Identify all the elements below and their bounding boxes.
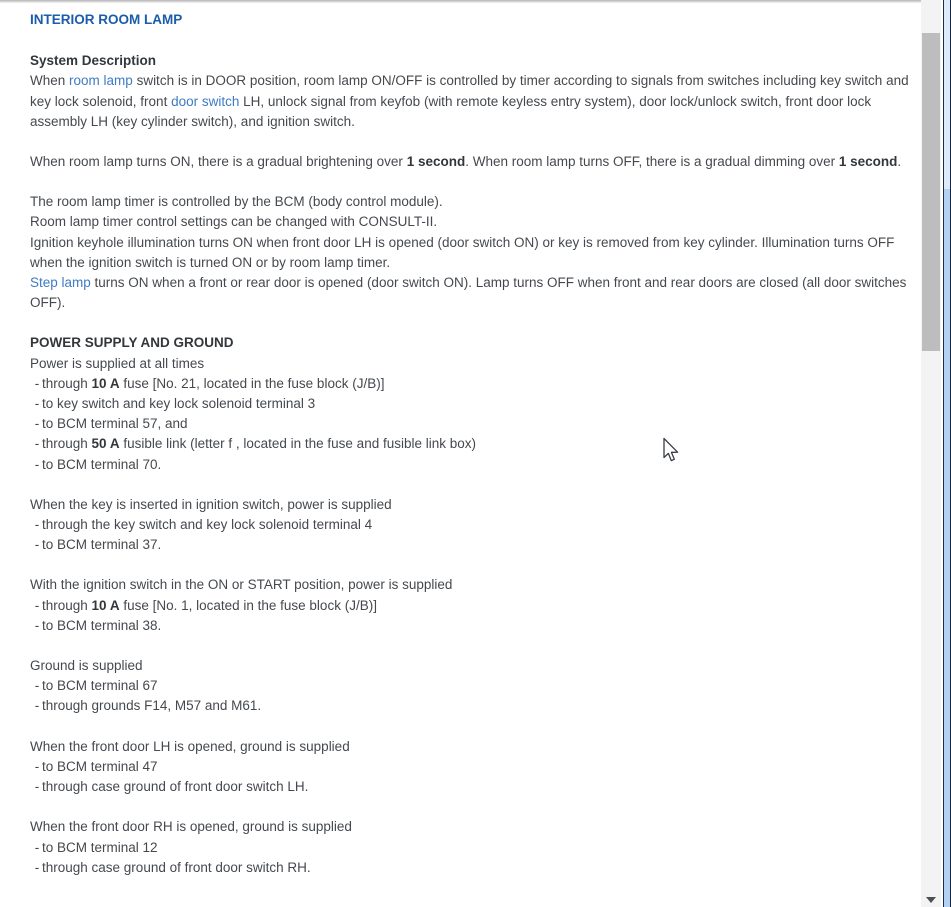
list-item [30,757,910,777]
text-run: With the ignition switch in the ON or START position, power is supplied [30,577,453,593]
outer-scrollbar-track[interactable] [943,0,951,907]
document-body [30,10,910,898]
text-run: When the front door RH is opened, ground is supplied [30,819,352,835]
text-run: . [897,154,902,170]
inner-scrollbar-thumb[interactable] [922,33,940,351]
page-title: INTERIOR ROOM LAMP [30,12,183,27]
text-run: turns ON when a front or rear door is opened (door switch ON). Lamp turns OFF when front and rear doors are closed (all door switches OFF). [30,275,907,311]
list-item-text [42,515,910,535]
list-item [30,696,910,716]
text-run: through [42,375,92,391]
bold-text: 10 A [91,597,120,613]
text-run: through the key switch and key lock solenoid terminal 4 [42,517,373,533]
text-run: fuse [No. 21, located in the fuse block (J/B)] [119,375,385,391]
list-item [30,414,910,434]
text-run: Room lamp timer control settings can be changed with CONSULT-II. [30,214,438,230]
text-run: to BCM terminal 67 [42,678,158,694]
inner-scrollbar-track[interactable] [921,0,941,907]
list-dash: - [34,436,40,452]
list-item-text [42,838,910,858]
text-run: Ignition keyhole illumination turns ON when front door LH is opened (door switch ON) or key is removed from key cylinder. Illumination turns OFF when the ignition switch is turned ON or by room lamp timer. [30,234,895,270]
list-item-text [42,676,910,696]
list-dash: - [34,859,40,875]
list-item-text [42,394,910,414]
list-item [30,838,910,858]
text-run: Power is supplied at all times [30,355,205,371]
list-item [30,535,910,555]
bullet-list [30,515,910,555]
text-run: When the front door LH is opened, ground is supplied [30,738,350,754]
list-item-text [42,596,910,616]
bullet-list [30,374,910,475]
list-item-text [42,535,910,555]
list-item [30,394,910,414]
list-item-text [42,777,910,797]
text-run: to BCM terminal 70. [42,456,162,472]
text-run: through [42,597,92,613]
list-item [30,515,910,535]
paragraph [30,656,910,676]
list-dash: - [34,396,40,412]
text-run: through case ground of front door switch RH. [42,859,311,875]
list-dash: - [34,597,40,613]
text-run: to key switch and key lock solenoid terminal 3 [42,396,316,412]
list-item [30,434,910,454]
list-item [30,374,910,394]
text-run: to BCM terminal 57, and [42,416,188,432]
list-dash: - [34,758,40,774]
section-heading [30,51,910,71]
bold-text: 1 second [838,154,898,170]
outer-scrollbar-thumb[interactable] [944,189,950,907]
bold-text: 10 A [91,375,120,391]
text-run: When room lamp turns ON, there is a gradual brightening over [30,154,407,170]
list-item-text [42,455,910,475]
list-item-text [42,434,910,454]
list-dash: - [34,537,40,553]
text-run: When the key is inserted in ignition switch, power is supplied [30,496,392,512]
list-item-text [42,414,910,434]
bullet-list [30,596,910,636]
paragraph [30,575,910,595]
text-run: switch is in DOOR position, room lamp ON/OFF is controlled by timer according to signals from switches including key switch and key lock solenoid, front [30,73,909,109]
text-run: fuse [No. 1, located in the fuse block (J/B)] [119,597,377,613]
list-dash: - [34,517,40,533]
text-run: through case ground of front door switch LH. [42,779,309,795]
text-run: to BCM terminal 12 [42,839,158,855]
card-top-shadow [0,0,941,3]
paragraph [30,354,910,374]
paragraph [30,192,910,313]
paragraph [30,152,910,172]
text-run: through [42,436,92,452]
bold-text: 50 A [91,436,120,452]
list-item-text [42,757,910,777]
text-run: POWER SUPPLY AND GROUND [30,335,234,351]
list-item [30,596,910,616]
text-run: LH, unlock signal from keyfob (with remote keyless entry system), door lock/unlock switch, front door lock assembly LH (key cylinder switch), and ignition switch. [30,93,872,129]
text-run: through grounds F14, M57 and M61. [42,698,262,714]
bold-text: 1 second [406,154,466,170]
text-run: to BCM terminal 38. [42,617,162,633]
list-dash: - [34,839,40,855]
list-item-text [42,858,910,878]
list-dash: - [34,779,40,795]
bullet-list [30,838,910,878]
list-item [30,676,910,696]
text-run: to BCM terminal 47 [42,758,158,774]
list-item-text [42,616,910,636]
list-dash: - [34,698,40,714]
list-item-text [42,374,910,394]
text-run: System Description [30,53,157,69]
list-item [30,777,910,797]
paragraph [30,817,910,837]
list-dash: - [34,617,40,633]
paragraph [30,71,910,132]
list-item [30,858,910,878]
text-run: When [30,73,70,89]
text-run: . When room lamp turns OFF, there is a gradual dimming over [465,154,839,170]
paragraph [30,737,910,757]
list-dash: - [34,375,40,391]
list-dash: - [34,456,40,472]
doc-link[interactable]: Step lamp [30,275,91,291]
text-run: fusible link (letter f , located in the fuse and fusible link box) [119,436,477,452]
section-heading [30,333,910,353]
text-run: The room lamp timer is controlled by the BCM (body control module). [30,194,443,210]
list-item-text [42,696,910,716]
list-dash: - [34,416,40,432]
list-dash: - [34,678,40,694]
bullet-list [30,676,910,716]
scroll-down-icon[interactable] [926,897,936,903]
bullet-list [30,757,910,797]
text-run: Ground is supplied [30,658,143,674]
doc-link[interactable]: room lamp [69,73,133,89]
document-blocks [30,51,910,878]
text-run: to BCM terminal 37. [42,537,162,553]
paragraph [30,495,910,515]
list-item [30,455,910,475]
list-item [30,616,910,636]
doc-link[interactable]: door switch [171,93,240,109]
